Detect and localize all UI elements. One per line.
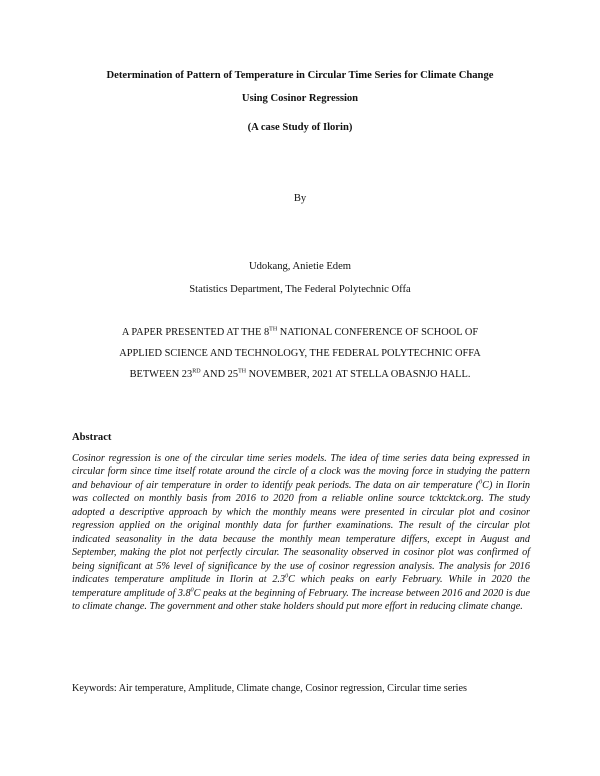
- ordinal-superscript: RD: [192, 368, 201, 375]
- conference-text: NOVEMBER, 2021 AT STELLA OBASNJO HALL.: [246, 369, 471, 380]
- conference-note: [60, 322, 540, 385]
- paper-subtitle: (A case Study of Ilorin): [247, 122, 353, 133]
- conference-text: NATIONAL CONFERENCE OF SCHOOL OF: [277, 327, 479, 338]
- paper-title-line-2: Using Cosinor Regression: [241, 93, 359, 104]
- by-label: By: [293, 193, 307, 204]
- conference-text: AND 25: [200, 369, 239, 380]
- ordinal-superscript: TH: [238, 368, 247, 375]
- abstract-body: [72, 452, 530, 613]
- abstract-heading: Abstract: [72, 432, 112, 443]
- conference-text: BETWEEN 23: [129, 369, 193, 380]
- paper-title-line-1: Determination of Pattern of Temperature in Circular Time Series for Climate Change: [106, 70, 494, 81]
- keywords-line: Keywords: Air temperature, Amplitude, Climate change, Cosinor regression, Circular time series: [72, 683, 467, 694]
- abstract-text: C which peaks on early February. While in 2020 the temperature amplitude of 3.8: [72, 574, 530, 599]
- author-affiliation: Statistics Department, The Federal Polytechnic Offa: [189, 284, 411, 295]
- degree-superscript: 0: [479, 479, 483, 486]
- abstract-text: C peaks at the beginning of February. The increase between 2016 and 2020 is due to climate change. The government and other stake holders should put more effort in reducing climate change.: [72, 587, 530, 612]
- author-name: Udokang, Anietie Edem: [248, 261, 352, 272]
- degree-superscript: 0: [285, 573, 289, 580]
- conference-line-3: [60, 364, 540, 385]
- abstract-text: C) in Ilorin was collected on monthly basis from 2016 to 2020 from a reliable online source tcktcktck.org. The study adopted a descriptive approach by which the monthly means were presented in circular plot and cosinor regression applied on the original monthly data for further examinations. The result of the circular plot indicated seasonality in the data because the monthly mean temperature differs, except in August and September, making the plot not perfectly circular. The seasonality observed in cosinor plot was confirmed of being significant at 5% level of significance by the use of cosinor regression analysis. The analysis for 2016 indicates temperature amplitude in Ilorin at 2.3: [72, 479, 530, 586]
- abstract-text: Cosinor regression is one of the circular time series models. The idea of time series data being expressed in circular form since time itself rotate around the circle of a clock was the moving force in studying the pattern and behaviour of air temperature in order to identify peak periods. The data on air temperature (: [72, 453, 530, 491]
- conference-text: A PAPER PRESENTED AT THE 8: [121, 327, 270, 338]
- conference-line-2: APPLIED SCIENCE AND TECHNOLOGY, THE FEDERAL POLYTECHNIC OFFA: [119, 348, 481, 359]
- conference-line-1: [60, 322, 540, 343]
- degree-superscript: 0: [190, 587, 194, 594]
- ordinal-superscript: TH: [269, 326, 278, 333]
